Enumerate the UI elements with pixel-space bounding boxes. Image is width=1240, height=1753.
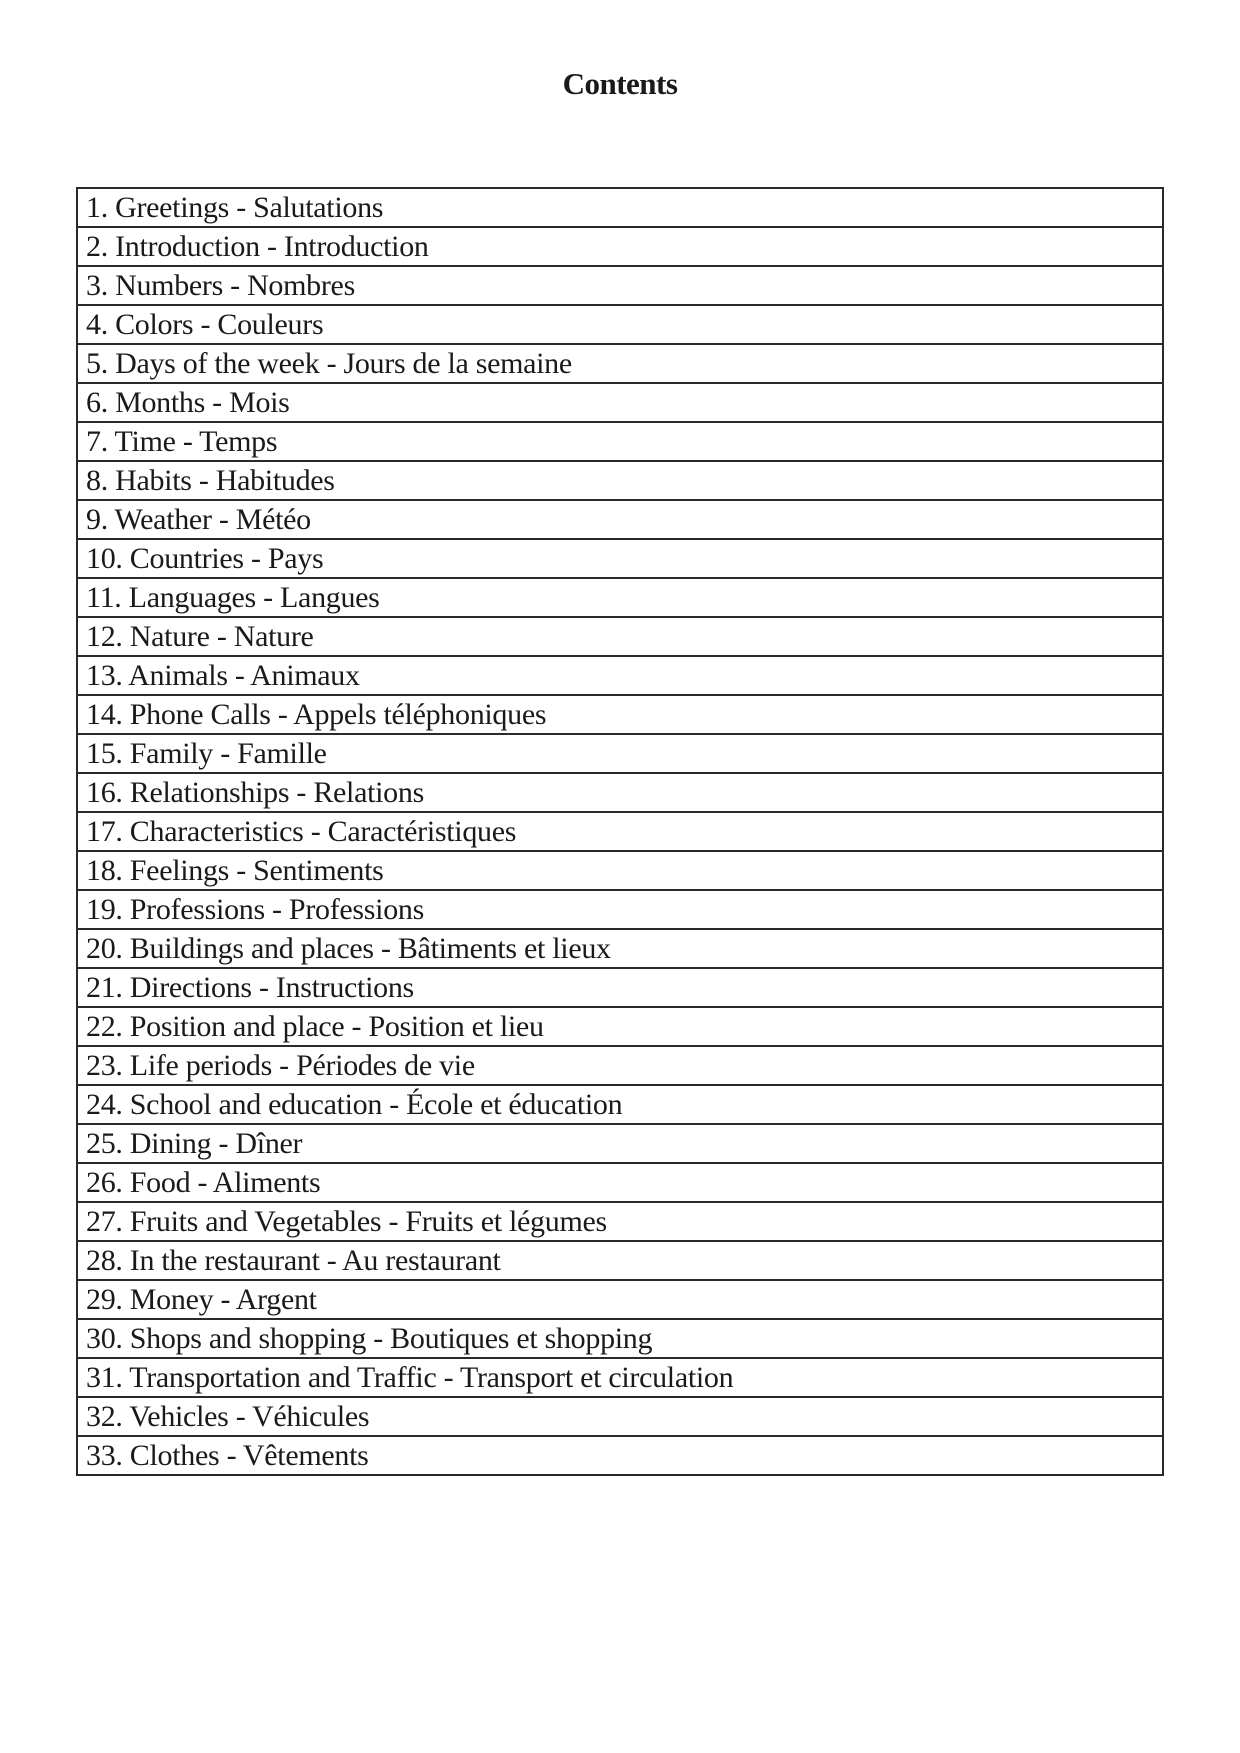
contents-entry[interactable]: 28. In the restaurant - Au restaurant [77,1241,1163,1280]
contents-row [77,1085,1163,1124]
contents-entry[interactable]: 22. Position and place - Position et lieu [77,1007,1163,1046]
contents-entry[interactable]: 29. Money - Argent [77,1280,1163,1319]
contents-row [77,344,1163,383]
contents-entry[interactable]: 25. Dining - Dîner [77,1124,1163,1163]
contents-row [77,305,1163,344]
contents-row [77,890,1163,929]
contents-entry[interactable]: 16. Relationships - Relations [77,773,1163,812]
contents-row [77,812,1163,851]
contents-row [77,578,1163,617]
contents-row [77,500,1163,539]
contents-entry[interactable]: 17. Characteristics - Caractéristiques [77,812,1163,851]
contents-row [77,1007,1163,1046]
contents-entry[interactable]: 26. Food - Aliments [77,1163,1163,1202]
contents-entry[interactable]: 9. Weather - Météo [77,500,1163,539]
contents-row [77,1358,1163,1397]
contents-row [77,1163,1163,1202]
contents-row [77,266,1163,305]
contents-entry[interactable]: 2. Introduction - Introduction [77,227,1163,266]
contents-row [77,929,1163,968]
contents-table [76,187,1164,1476]
contents-entry[interactable]: 33. Clothes - Vêtements [77,1436,1163,1475]
contents-row [77,773,1163,812]
contents-entry[interactable]: 27. Fruits and Vegetables - Fruits et légumes [77,1202,1163,1241]
contents-entry[interactable]: 12. Nature - Nature [77,617,1163,656]
contents-entry[interactable]: 19. Professions - Professions [77,890,1163,929]
contents-row [77,1319,1163,1358]
contents-entry[interactable]: 15. Family - Famille [77,734,1163,773]
contents-entry[interactable]: 31. Transportation and Traffic - Transport et circulation [77,1358,1163,1397]
contents-entry[interactable]: 23. Life periods - Périodes de vie [77,1046,1163,1085]
contents-row [77,695,1163,734]
contents-row [77,1280,1163,1319]
contents-entry[interactable]: 30. Shops and shopping - Boutiques et shopping [77,1319,1163,1358]
contents-entry[interactable]: 21. Directions - Instructions [77,968,1163,1007]
contents-table-body [77,188,1163,1475]
contents-entry[interactable]: 18. Feelings - Sentiments [77,851,1163,890]
contents-row [77,1397,1163,1436]
contents-entry[interactable]: 11. Languages - Langues [77,578,1163,617]
contents-entry[interactable]: 13. Animals - Animaux [77,656,1163,695]
contents-row [77,617,1163,656]
contents-entry[interactable]: 14. Phone Calls - Appels téléphoniques [77,695,1163,734]
contents-entry[interactable]: 8. Habits - Habitudes [77,461,1163,500]
contents-row [77,968,1163,1007]
contents-row [77,1124,1163,1163]
contents-entry[interactable]: 3. Numbers - Nombres [77,266,1163,305]
contents-row [77,422,1163,461]
contents-row [77,1436,1163,1475]
contents-entry[interactable]: 6. Months - Mois [77,383,1163,422]
contents-row [77,656,1163,695]
contents-row [77,1046,1163,1085]
contents-entry[interactable]: 20. Buildings and places - Bâtiments et lieux [77,929,1163,968]
contents-row [77,188,1163,227]
contents-row [77,461,1163,500]
contents-entry[interactable]: 10. Countries - Pays [77,539,1163,578]
contents-row [77,539,1163,578]
contents-entry[interactable]: 7. Time - Temps [77,422,1163,461]
contents-row [77,1241,1163,1280]
page-title: Contents [562,66,678,101]
contents-entry[interactable]: 24. School and education - École et éducation [77,1085,1163,1124]
contents-row [77,734,1163,773]
contents-entry[interactable]: 1. Greetings - Salutations [77,188,1163,227]
contents-row [77,383,1163,422]
contents-entry[interactable]: 32. Vehicles - Véhicules [77,1397,1163,1436]
contents-row [77,1202,1163,1241]
contents-entry[interactable]: 5. Days of the week - Jours de la semaine [77,344,1163,383]
contents-entry[interactable]: 4. Colors - Couleurs [77,305,1163,344]
contents-row [77,227,1163,266]
contents-row [77,851,1163,890]
